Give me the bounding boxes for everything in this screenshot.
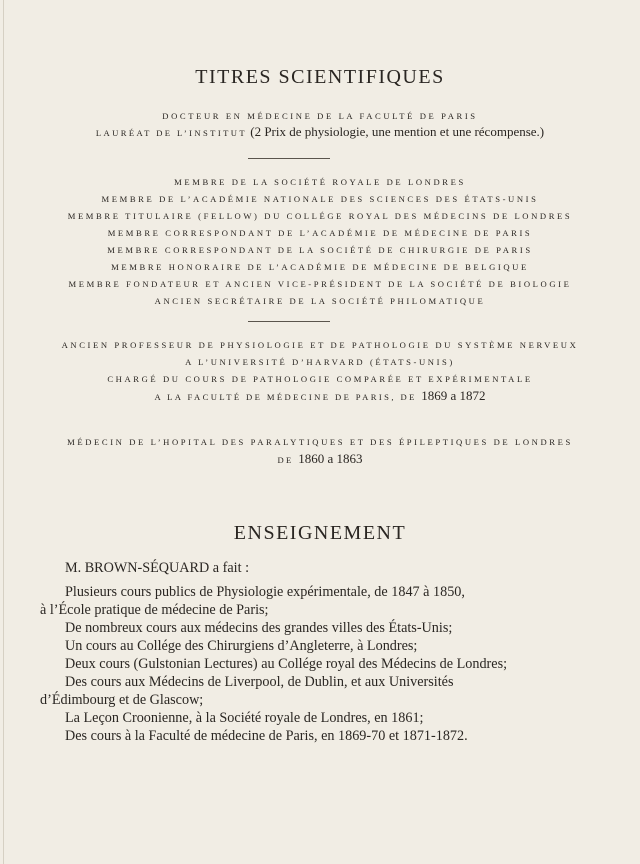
degree-line: DOCTEUR EN MÉDECINE DE LA FACULTÉ DE PARIS	[162, 111, 478, 121]
membership-line: MEMBRE CORRESPONDANT DE L’ACADÉMIE DE MÉDECINE DE PARIS	[107, 228, 533, 238]
hospital-years-line	[0, 451, 640, 467]
teaching-line: à l’École pratique de médecine de Paris;	[40, 602, 269, 618]
membership-line: MEMBRE TITULAIRE (FELLOW) DU COLLÉGE ROYAL DES MÉDECINS DE LONDRES	[67, 211, 573, 221]
teaching-line: Des cours aux Médecins de Liverpool, de Dublin, et aux Universités	[65, 674, 454, 690]
teaching-line: d’Édimbourg et de Glascow;	[40, 692, 204, 708]
hospital-caps: DE	[277, 455, 299, 465]
teaching-line: Plusieurs cours publics de Physiologie expérimentale, de 1847 à 1850,	[65, 584, 465, 600]
membership-line: MEMBRE CORRESPONDANT DE LA SOCIÉTÉ DE CHIRURGIE DE PARIS	[107, 245, 533, 255]
page-title: TITRES SCIENTIFIQUES	[195, 66, 445, 88]
harvard-line: A L’UNIVERSITÉ D’HARVARD (ÉTATS-UNIS)	[185, 357, 455, 367]
faculty-years: 1869 a 1872	[421, 388, 486, 403]
teaching-line: Deux cours (Gulstonian Lectures) au Collége royal des Médecins de Londres;	[65, 656, 508, 672]
laureate-caps: LAURÉAT DE L’INSTITUT	[95, 128, 247, 138]
faculty-line	[0, 388, 640, 404]
hospital-line: MÉDECIN DE L’HOPITAL DES PARALYTIQUES ET DES ÉPILEPTIQUES DE LONDRES	[67, 437, 573, 447]
teaching-line: La Leçon Croonienne, à la Société royale de Londres, en 1861;	[65, 710, 424, 726]
membership-line: MEMBRE DE LA SOCIÉTÉ ROYALE DE LONDRES	[174, 177, 466, 187]
separator-rule	[248, 321, 330, 322]
laureate-line	[0, 124, 640, 140]
section-title: ENSEIGNEMENT	[233, 522, 407, 544]
separator-rule	[248, 158, 330, 159]
membership-line: ANCIEN SECRÉTAIRE DE LA SOCIÉTÉ PHILOMATIQUE	[154, 296, 486, 306]
laureate-rest: (2 Prix de physiologie, une mention et une récompense.)	[247, 124, 545, 139]
intro-line: M. BROWN-SÉQUARD a fait :	[65, 560, 250, 576]
teaching-line: Des cours à la Faculté de médecine de Paris, en 1869-70 et 1871-1872.	[65, 728, 468, 744]
faculty-caps: A LA FACULTÉ DE MÉDECINE DE PARIS, DE	[154, 392, 422, 402]
membership-line: MEMBRE HONORAIRE DE L’ACADÉMIE DE MÉDECINE DE BELGIQUE	[111, 262, 529, 272]
membership-line: MEMBRE DE L’ACADÉMIE NATIONALE DES SCIENCES DES ÉTATS-UNIS	[101, 194, 539, 204]
teaching-line: Un cours au Collége des Chirurgiens d’Angleterre, à Londres;	[65, 638, 418, 654]
course-line: CHARGÉ DU COURS DE PATHOLOGIE COMPARÉE ET EXPÉRIMENTALE	[107, 374, 533, 384]
hospital-years: 1860 a 1863	[298, 451, 363, 466]
teaching-line: De nombreux cours aux médecins des grandes villes des États-Unis;	[65, 620, 453, 636]
membership-line: MEMBRE FONDATEUR ET ANCIEN VICE-PRÉSIDENT DE LA SOCIÉTÉ DE BIOLOGIE	[68, 279, 572, 289]
professor-line: ANCIEN PROFESSEUR DE PHYSIOLOGIE ET DE PATHOLOGIE DU SYSTÈME NERVEUX	[61, 340, 579, 350]
